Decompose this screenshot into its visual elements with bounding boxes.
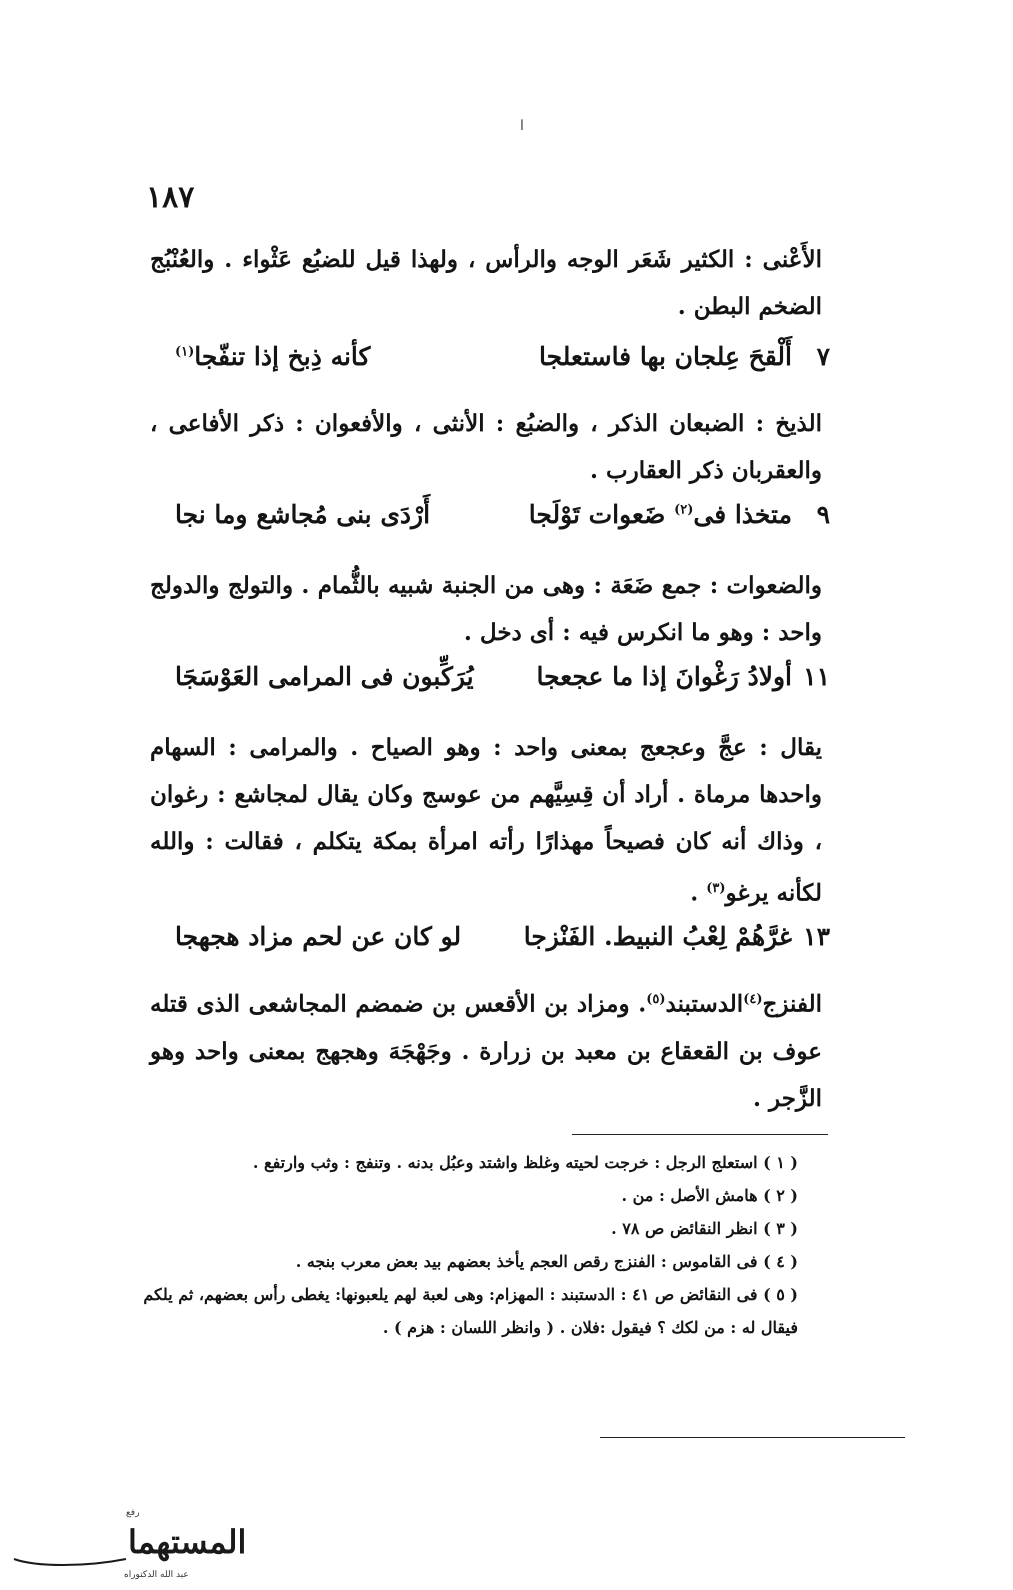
paragraph-5-b: الدستبند	[665, 990, 744, 1018]
second-hemistich	[175, 342, 539, 371]
footnote-5-continued: فيقال له : من لكك ؟ فيقول :فلان . ( وانظر اللسان : هزم ) .	[382, 1318, 798, 1337]
verse-number: ٧	[816, 342, 830, 371]
verse-9	[175, 500, 830, 550]
paragraph-2	[150, 400, 822, 494]
second-hemistich: أَرْدَى بنى مُجاشع وما نجا	[175, 500, 431, 529]
svg-text:المستهما: المستهما	[128, 1523, 247, 1561]
footnote-4: ( ٤ ) فى القاموس : الفنزج رقص العجم يأخذ بعضهم بيد بعض معرب بنجه .	[295, 1252, 798, 1271]
svg-text:رفع: رفع	[126, 1508, 140, 1518]
paragraph-1-text: الأَعْنى : الكثير شَعَر الوجه والرأس ، ولهذا قيل للضبُع عَثْواء . والعُنْبُج الضخم البطن .	[150, 246, 822, 320]
library-seal-logo	[6, 1495, 247, 1585]
first-hemistich-a: متخذا فى	[693, 500, 792, 529]
first-hemistich: أولادُ رَغْوانَ إذا ما عجعجا	[536, 662, 792, 691]
first-hemistich: أَلْقحَ عِلجان بها فاستعلجا	[538, 342, 792, 371]
verse-7	[175, 342, 830, 392]
second-hemistich-text: كأنه ذِبخ إذا تنفّجا	[194, 342, 371, 371]
paragraph-4-text: يقال : عجَّ وعجعج بمعنى واحد : وهو الصياح . والمرامى : السهام واحدها مرماة . أراد أن قِسِيَّهم من عوسج وكان يقال لمجاشع : رغوان ، وذاك أنه كان فصيحاً مهذارًا رأته امرأة بمكة يتكلم ، فقالت : والله لكأنه يرغو	[150, 734, 822, 907]
first-hemistich-b: ضَعوات تَوْلَجا	[528, 500, 666, 529]
footnote-separator	[572, 1134, 828, 1135]
page-number: ١٨٧	[146, 180, 195, 215]
paragraph-5	[150, 976, 822, 1122]
verse-11	[175, 662, 830, 712]
verse-number: ١٣	[803, 922, 830, 951]
footnote-ref-3: (٣)	[706, 881, 726, 896]
footnotes	[143, 1146, 798, 1344]
second-hemistich: لو كان عن لحم مزاد هجهجا	[175, 922, 462, 951]
bottom-rule	[600, 1437, 905, 1438]
footnote-2: ( ٢ ) هامش الأصل : من .	[621, 1186, 798, 1205]
paragraph-3-text: والضعوات : جمع ضَعَة : وهى من الجنبة شبيه بالثُّمام . والتولج والدولج واحد : وهو ما انكرس فيه : أى دخل .	[150, 572, 822, 646]
footnote-ref-4: (٤)	[743, 992, 763, 1007]
footnote-ref-2: (٢)	[674, 502, 694, 518]
paragraph-1	[150, 236, 822, 330]
footnote-ref-1: (١)	[175, 344, 195, 360]
verse-number: ١١	[803, 662, 830, 691]
paragraph-4	[150, 724, 822, 917]
paragraph-5-c: . ومزاد بن الأقعس بن ضمضم المجاشعى الذى قتله عوف بن القعقاع بن معبد بن زرارة . وجَهْجَهَ وهجهج بمعنى واحد وهو الزَّجر .	[150, 990, 822, 1112]
paragraph-3	[150, 562, 822, 656]
verse-number: ٩	[816, 500, 830, 529]
footnote-1: ( ١ ) استعلج الرجل : خرجت لحيته وغلظ واشتد وعبُل بدنه . وتنفج : وثب وارتفع .	[252, 1153, 798, 1172]
footnote-5: ( ٥ ) فى النقائض ص ٤١ : الدستبند : المهزام: وهى لعبة لهم يلعبونها: يغطى رأس بعضهم، ثم يلكم	[143, 1285, 798, 1304]
paragraph-5-a: الفنزج	[762, 990, 822, 1018]
svg-text:عبد الله الدكتوراه: عبد الله الدكتوراه	[124, 1570, 189, 1580]
first-hemistich: غرَّهُمْ لِعْبُ النبيط. الفَنْزجا	[523, 922, 792, 951]
first-hemistich	[529, 500, 792, 529]
second-hemistich: يُرَكِّبون فى المرامى العَوْسَجَا	[175, 662, 474, 691]
top-mark: ا	[520, 118, 524, 134]
paragraph-4-end: .	[690, 879, 707, 907]
verse-13	[175, 922, 830, 972]
paragraph-2-text: الذيخ : الضبعان الذكر ، والضبُع : الأنثى ، والأفعوان : ذكر الأفاعى ، والعقربان ذكر العقارب .	[150, 410, 822, 484]
footnote-3: ( ٣ ) انظر النقائض ص ٧٨ .	[611, 1219, 798, 1238]
footnote-ref-5: (٥)	[646, 992, 666, 1007]
